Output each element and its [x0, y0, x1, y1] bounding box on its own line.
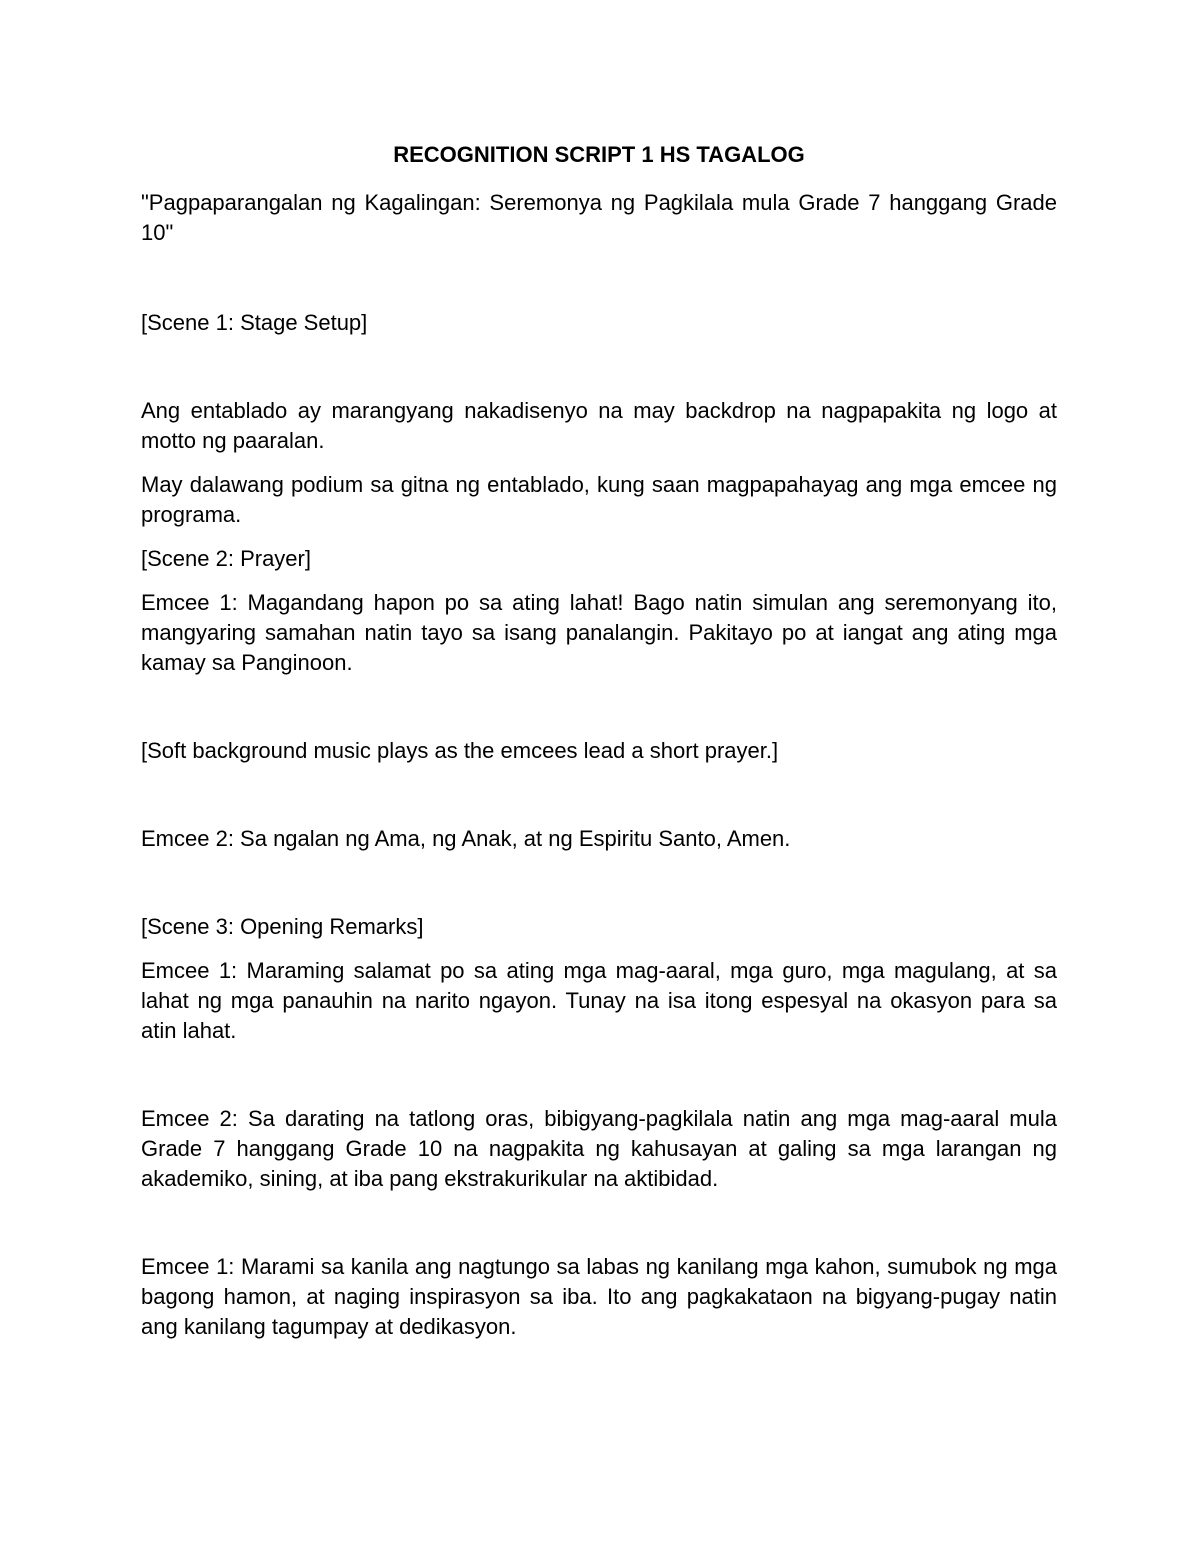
paragraph: Ang entablado ay marangyang nakadisenyo na may backdrop na nagpapakita ng logo at motto ng paaralan.: [141, 398, 1057, 453]
paragraph: Emcee 1: Maraming salamat po sa ating mga mag-aaral, mga guro, mga magulang, at sa lahat ng mga panauhin na narito ngayon. Tunay na isa itong espesyal na okasyon para sa atin lahat.: [141, 958, 1057, 1043]
scene-heading: [Scene 2: Prayer]: [141, 546, 311, 571]
paragraph: Emcee 1: Magandang hapon po sa ating lahat! Bago natin simulan ang seremonyang ito, mangyaring samahan natin tayo sa isang panalangin. Pakitayo po at iangat ang ating mga kamay sa Panginoon.: [141, 590, 1057, 675]
stage-direction: [Soft background music plays as the emcees lead a short prayer.]: [141, 738, 779, 763]
paragraph: Emcee 1: Marami sa kanila ang nagtungo sa labas ng kanilang mga kahon, sumubok ng mga bagong hamon, at naging inspirasyon sa iba. Ito ang pagkakataon na bigyang-pugay natin ang kanilang tagumpay at dedikasyon.: [141, 1254, 1057, 1339]
scene-heading: [Scene 3: Opening Remarks]: [141, 914, 424, 939]
document-body: [141, 140, 1057, 1342]
paragraph: Emcee 2: Sa darating na tatlong oras, bibigyang-pagkilala natin ang mga mag-aaral mula Grade 7 hanggang Grade 10 na nagpakita ng kahusayan at galing sa mga larangan ng akademiko, sining, at iba pang ekstrakurikular na aktibidad.: [141, 1106, 1057, 1191]
document-subtitle: "Pagpaparangalan ng Kagalingan: Seremonya ng Pagkilala mula Grade 7 hanggang Grade 10": [141, 190, 1057, 245]
document-title: RECOGNITION SCRIPT 1 HS TAGALOG: [393, 142, 805, 167]
scene-heading: [Scene 1: Stage Setup]: [141, 310, 368, 335]
paragraph: Emcee 2: Sa ngalan ng Ama, ng Anak, at ng Espiritu Santo, Amen.: [141, 826, 791, 851]
paragraph: May dalawang podium sa gitna ng entablado, kung saan magpapahayag ang mga emcee ng programa.: [141, 472, 1057, 527]
